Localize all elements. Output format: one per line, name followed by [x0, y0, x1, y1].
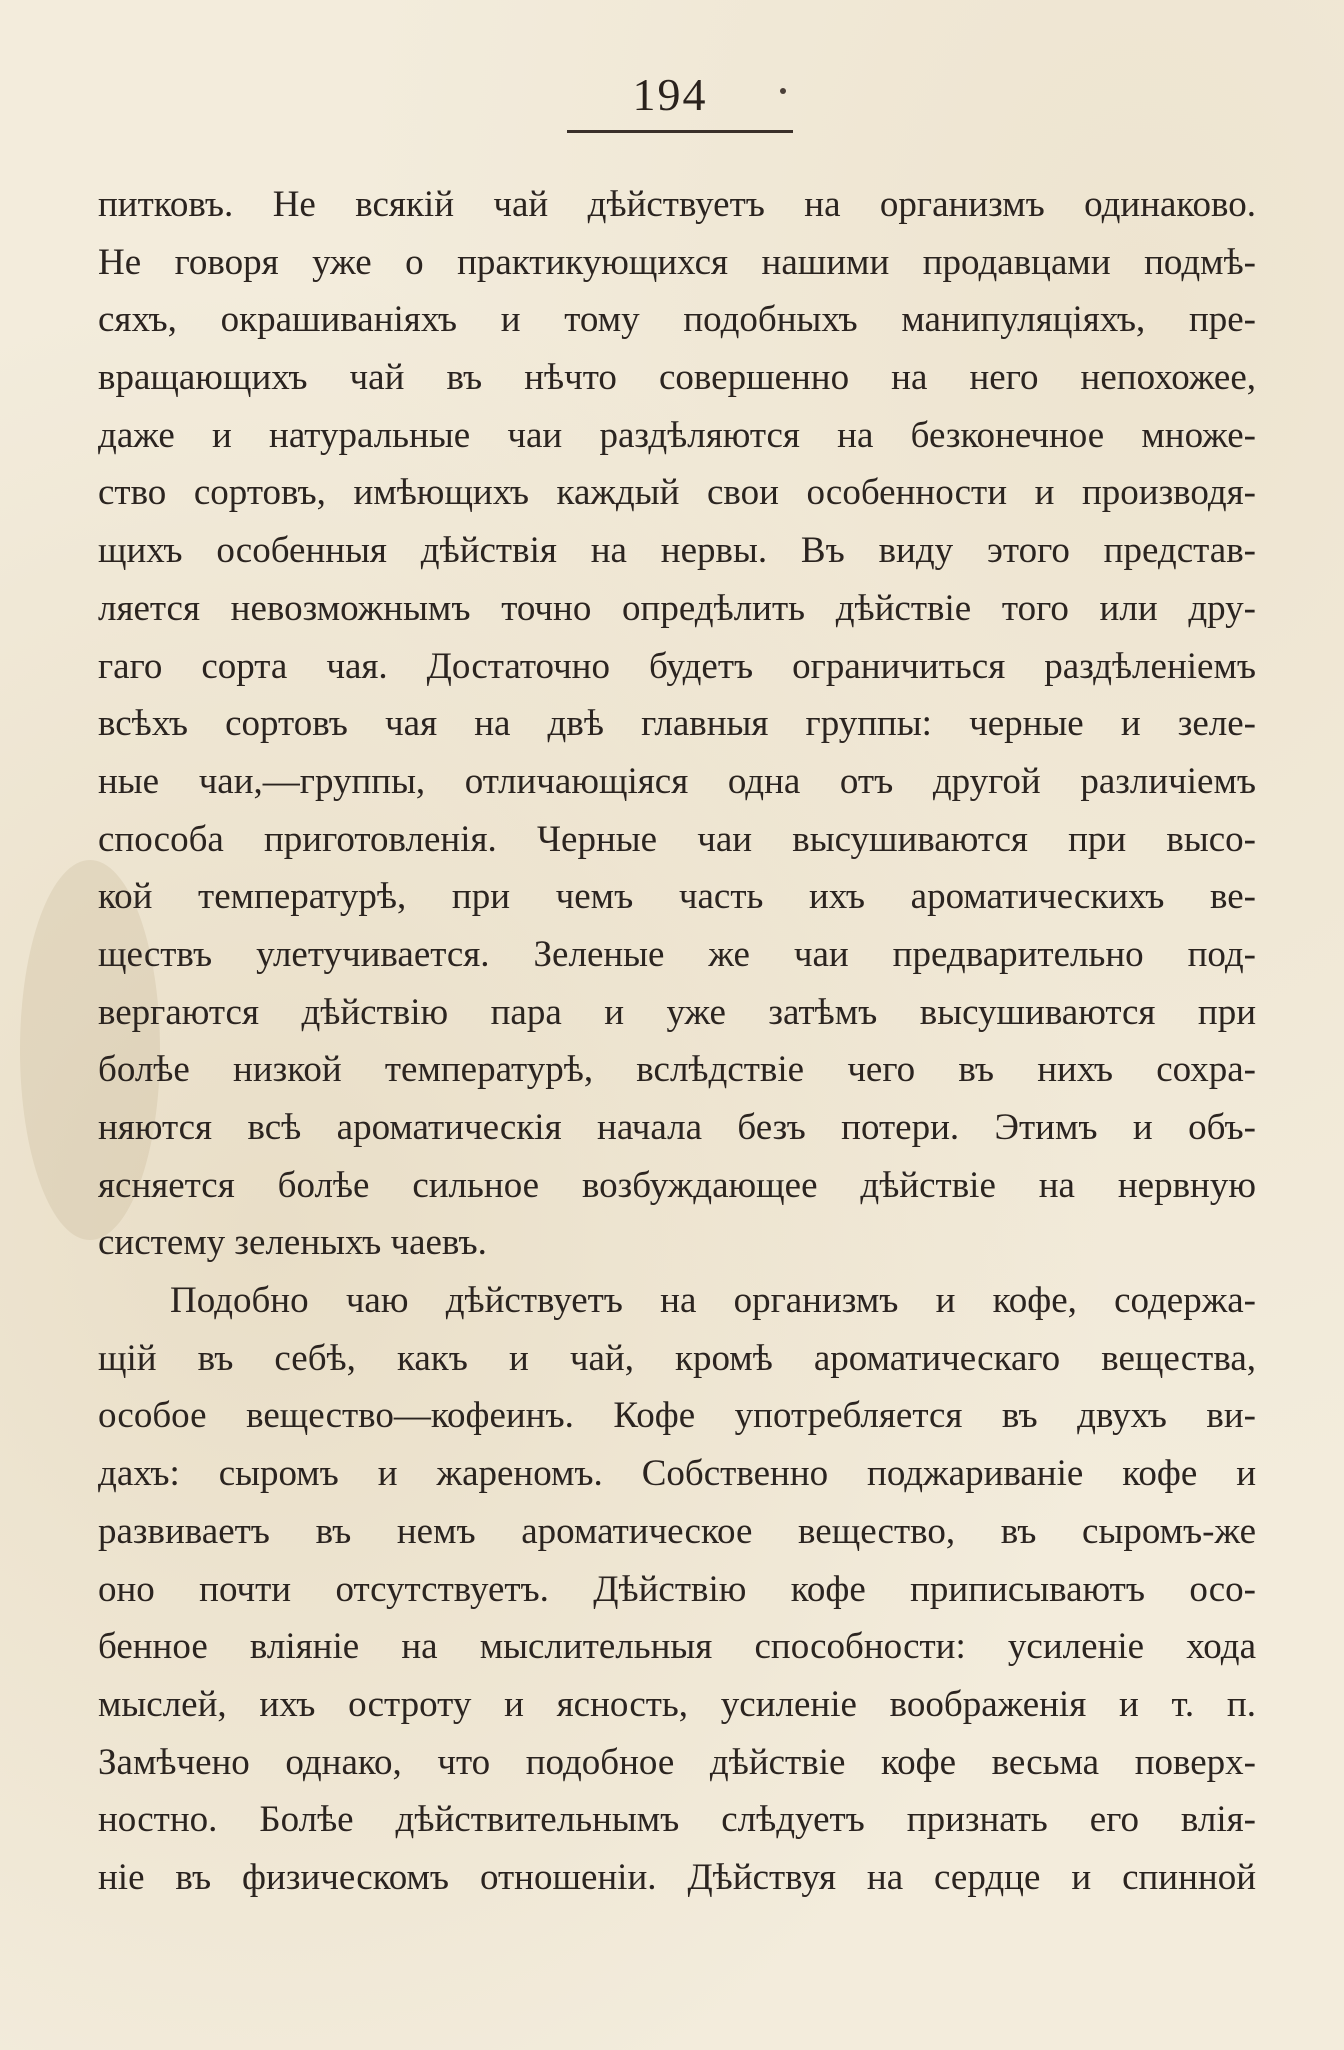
body-text	[98, 176, 1256, 1907]
text-line: ство сортовъ, имѣющихъ каждый свои особенности и производя-	[98, 472, 1256, 514]
text-line: ные чаи,—группы, отличающіяся одна отъ другой различіемъ	[98, 760, 1256, 802]
text-line: няются всѣ ароматическія начала безъ потери. Этимъ и объ-	[98, 1107, 1256, 1148]
header-dot	[780, 88, 786, 94]
text-line: даже и натуральные чаи раздѣляются на безконечное множе-	[98, 414, 1256, 456]
paragraph-start-line: Подобно чаю дѣйствуетъ на организмъ и кофе, содержа-	[170, 1280, 1256, 1322]
text-line: вращающихъ чай въ нѣчто совершенно на него непохожее,	[98, 357, 1256, 399]
text-line: ніе въ физическомъ отношеніи. Дѣйствуя на сердце и спинной	[98, 1856, 1256, 1898]
page-number: 194	[632, 69, 708, 120]
text-line: способа приготовленія. Черные чаи высушиваются при высо-	[98, 818, 1256, 860]
text-line: гаго сорта чая. Достаточно будетъ ограничиться раздѣленіемъ	[98, 645, 1256, 687]
paragraph-end-line: систему зеленыхъ чаевъ.	[98, 1222, 487, 1264]
text-line: щій въ себѣ, какъ и чай, кромѣ ароматическаго вещества,	[98, 1337, 1256, 1379]
text-line: ностно. Болѣе дѣйствительнымъ слѣдуетъ признать его влія-	[98, 1799, 1256, 1841]
text-line: особое вещество—кофеинъ. Кофе употребляется въ двухъ ви-	[98, 1395, 1256, 1437]
text-line: питковъ. Не всякій чай дѣйствуетъ на организмъ одинаково.	[98, 184, 1256, 225]
text-line: ляется невозможнымъ точно опредѣлить дѣйствіе того или дру-	[98, 587, 1256, 629]
text-line: Не говоря уже о практикующихся нашими продавцами подмѣ-	[98, 241, 1256, 283]
text-line: мыслей, ихъ остроту и ясность, усиленіе воображенія и т. п.	[98, 1683, 1256, 1725]
text-line: всѣхъ сортовъ чая на двѣ главныя группы: черные и зеле-	[98, 703, 1256, 745]
text-line: щихъ особенныя дѣйствія на нервы. Въ виду этого представ-	[98, 530, 1256, 572]
text-line: кой температурѣ, при чемъ часть ихъ ароматическихъ ве-	[98, 876, 1256, 918]
text-line: болѣе низкой температурѣ, вслѣдствіе чего въ нихъ сохра-	[98, 1049, 1256, 1091]
text-line: ществъ улетучивается. Зеленые же чаи предварительно под-	[98, 933, 1256, 975]
text-line: Замѣчено однако, что подобное дѣйствіе кофе весьма поверх-	[98, 1741, 1256, 1783]
header-rule	[567, 130, 793, 133]
text-line: сяхъ, окрашиваніяхъ и тому подобныхъ манипуляціяхъ, пре-	[98, 299, 1256, 341]
text-line: дахъ: сыромъ и жареномъ. Собственно поджариваніе кофе и	[98, 1453, 1256, 1495]
text-line: ясняется болѣе сильное возбуждающее дѣйствіе на нервную	[98, 1164, 1256, 1206]
text-line: оно почти отсутствуетъ. Дѣйствію кофе приписываютъ осо-	[98, 1568, 1256, 1610]
text-line: развиваетъ въ немъ ароматическое вещество, въ сыромъ-же	[98, 1510, 1256, 1552]
text-line: вергаются дѣйствію пара и уже затѣмъ высушиваются при	[98, 991, 1256, 1033]
page-header	[0, 68, 1344, 138]
text-line: бенное вліяніе на мыслительныя способности: усиленіе хода	[98, 1626, 1256, 1668]
